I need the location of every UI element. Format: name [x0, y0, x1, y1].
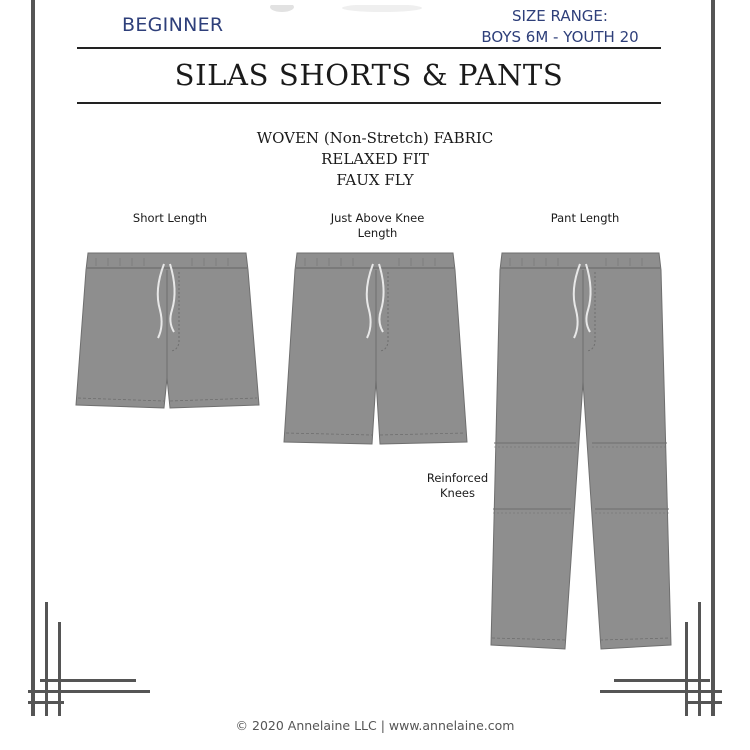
page-title: SILAS SHORTS & PANTS	[174, 58, 564, 92]
callout-line2: Knees	[440, 486, 475, 500]
spec-fabric: WOVEN (Non-Stretch) FABRIC	[256, 129, 494, 147]
short-length-shorts	[74, 250, 260, 414]
callout-line1: Reinforced	[426, 471, 489, 485]
skill-level: BEGINNER	[122, 14, 224, 36]
reinforced-knees-callout	[410, 471, 505, 501]
size-range-label: SIZE RANGE:	[512, 7, 608, 25]
variant-label-knee-line2: Length	[357, 226, 398, 240]
logo-icon	[262, 5, 462, 13]
variant-label-pant: Pant Length	[550, 211, 620, 225]
footer-copyright: © 2020 Annelaine LLC | www.annelaine.com	[235, 718, 515, 733]
frame-bottom-left-3	[28, 701, 64, 704]
pant-length-pants	[489, 250, 673, 652]
spec-fit: RELAXED FIT	[321, 150, 429, 168]
knee-length-shorts	[283, 250, 468, 446]
header-divider-top	[77, 47, 661, 49]
frame-bottom-left-2	[40, 679, 136, 682]
spec-fly: FAUX FLY	[336, 171, 414, 189]
size-range-value: BOYS 6M - YOUTH 20	[481, 28, 639, 46]
frame-left-outer	[31, 0, 35, 716]
frame-right-inner	[698, 602, 701, 716]
frame-bottom-right-2	[614, 679, 710, 682]
frame-left-inner	[45, 602, 48, 716]
logo-mark	[262, 0, 462, 8]
frame-bottom-right-1	[600, 690, 722, 693]
frame-bottom-right-3	[686, 701, 722, 704]
frame-right-outer	[711, 0, 715, 716]
variant-label-short: Short Length	[132, 211, 208, 225]
header-divider-bottom	[77, 102, 661, 104]
variant-label-knee-line1: Just Above Knee	[330, 211, 425, 225]
frame-bottom-left-1	[28, 690, 150, 693]
variant-label-knee	[315, 211, 440, 241]
